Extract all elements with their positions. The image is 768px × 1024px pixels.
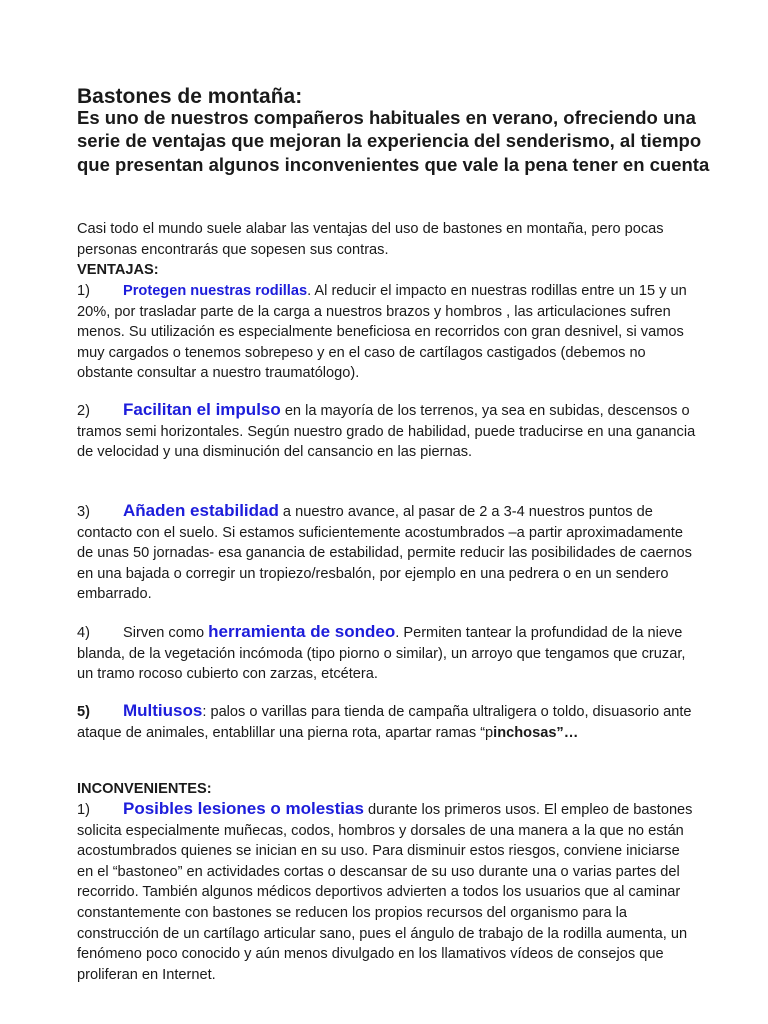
highlight-text: Multiusos: [123, 701, 203, 720]
item-text: durante los primeros usos. El empleo de bastones solicita especialmente muñecas, codos, hombros y dorsales de una manera a la que no están acostumbrados quienes se inician en su uso. Para disminuir estos riesgos, conviene iniciarse en el “bastoneo” en actividades cortas o descansar de su uso durante una o varias partes del recorrido. También algunos médicos deportivos advierten a todos los usuarios que al caminar constantemente con bastones se reducen los propios recursos del organismo para la construcción de un cartílago articular sano, pues el ángulo de trabajo de la rodilla aumenta, un fenómeno poco conocido y aún menos divulgado en los llamativos vídeos de consejos que proliferan en Internet.: [77, 802, 693, 983]
list-number: 1): [77, 283, 90, 299]
list-number: 3): [77, 504, 90, 520]
item-bold-tail: inchosas”…: [493, 724, 579, 741]
document-subtitle: Es uno de nuestros compañeros habituales en verano, ofreciendo una serie de ventajas que mejoran la experiencia del senderismo, al tiempo que presentan algunos inconvenientes que vale la pena tener en cuenta: [77, 107, 710, 175]
intro-paragraph: Casi todo el mundo suele alabar las ventajas del uso de bastones en montaña, pero pocas personas encontrarás que sopesen sus contras.: [77, 221, 664, 258]
highlight-text: herramienta de sondeo: [208, 622, 396, 641]
inconvenientes-heading-text: INCONVENIENTES:: [77, 781, 212, 797]
ventaja-item-3: [77, 501, 697, 605]
list-number: 5): [77, 704, 90, 720]
highlight-text: Protegen nuestras rodillas: [123, 283, 308, 299]
highlight-text: Añaden estabilidad: [123, 501, 279, 520]
ventaja-item-2: [77, 400, 697, 463]
highlight-text: Posibles lesiones o molestias: [123, 799, 364, 818]
ventaja-item-4: [77, 622, 697, 685]
item-text: . Al reducir el impacto en nuestras rodillas entre un 15 y un 20%, por trasladar parte de la carga a nuestros brazos y hombros , las articulaciones sufren menos. Su utilización es especialmente beneficiosa en recorridos con gran desnivel, si vamos muy cargados o tenemos sobrepeso y en el caso de cartílagos castigados (debemos no obstante consultar a nuestro traumatólogo).: [77, 283, 687, 382]
item-text: : palos o varillas para tienda de campaña ultraligera o toldo, disuasorio ante ataque de animales, entablillar una pierna rota, apartar ramas “p: [77, 704, 692, 741]
document-title: Bastones de montaña:: [77, 85, 303, 108]
list-number: 1): [77, 802, 90, 818]
item-text: a nuestro avance, al pasar de 2 a 3-4 nuestros puntos de contacto con el suelo. Si estamos suficientemente acostumbrados –a partir aproximadamente de unas 50 jornadas- esa ganancia de estabilidad, permite reducir las posibilidades de caernos en una bajada o corregir un tropiezo/resbalón, por ejemplo en una pedrera o en un sendero embarrado.: [77, 504, 692, 603]
highlight-text: Facilitan el impulso: [123, 400, 281, 419]
ventaja-item-1: [77, 281, 697, 384]
intro-block: [77, 219, 697, 281]
list-number: 4): [77, 625, 90, 641]
ventaja-item-5: [77, 701, 697, 743]
list-number: 2): [77, 403, 90, 419]
item-text: en la mayoría de los terrenos, ya sea en subidas, descensos o tramos semi horizontales. Según nuestro grado de habilidad, puede traducirse en una ganancia de velocidad y una disminución del cansancio en las piernas.: [77, 403, 696, 461]
ventajas-heading: VENTAJAS:: [77, 262, 159, 279]
inconvenientes-heading: [77, 779, 697, 800]
item-prefix: Sirven como: [123, 625, 209, 641]
inconveniente-item-1: [77, 799, 697, 985]
item-text: . Permiten tantear la profundidad de la nieve blanda, de la vegetación incómoda (tipo piorno o similar), un arroyo que tengamos que cruzar, un tramo rocoso cubierto con zarzas, etcétera.: [77, 625, 686, 683]
